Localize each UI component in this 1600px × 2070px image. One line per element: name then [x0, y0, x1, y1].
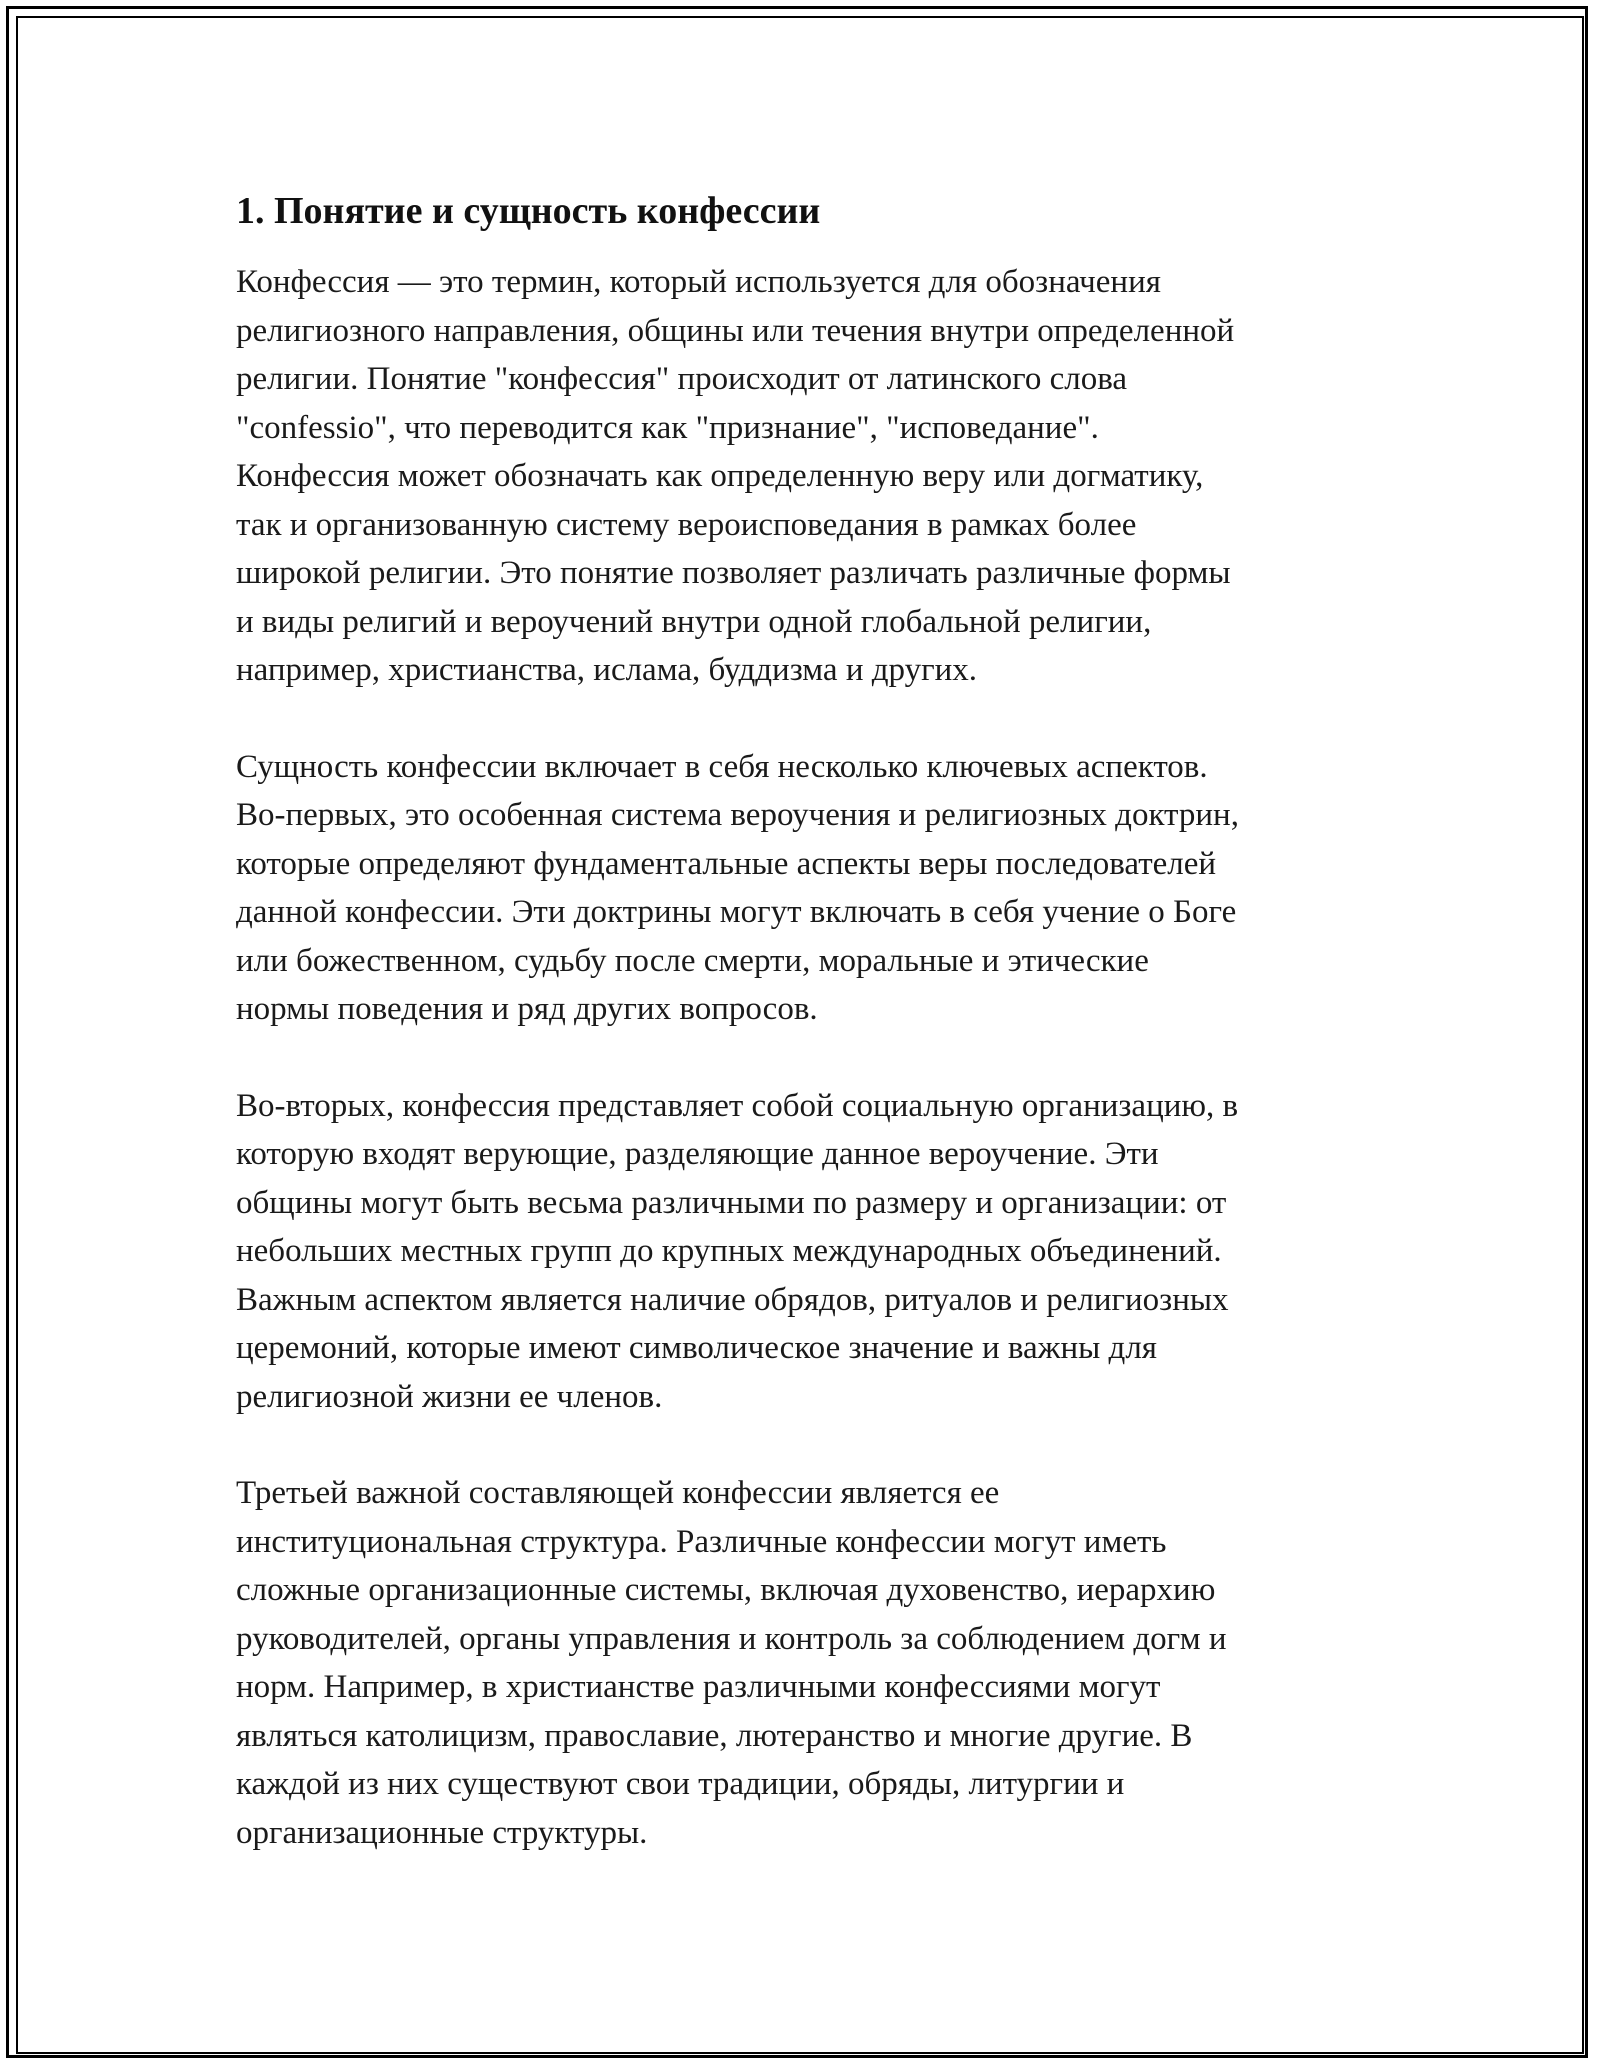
section-heading: 1. Понятие и сущность конфессии	[236, 190, 821, 232]
paragraph-institutional-structure: Третьей важной составляющей конфессии является ее институциональная структура. Различные конфессии могут иметь сложные организационные системы, включая духовенство, иерархию руководителей, органы управления и контроль за соблюдением догм и норм. Например, в христианстве различными конфессиями могут являться католицизм, православие, лютеранство и многие другие. В каждой из них существуют свои традиции, обряды, литургии и организационные структуры.	[236, 1475, 1227, 1851]
document-body	[236, 186, 1360, 1905]
paragraph-essence: Сущность конфессии включает в себя несколько ключевых аспектов. Во-первых, это особенная система вероучения и религиозных доктрин, которые определяют фундаментальные аспекты веры последователей данной конфессии. Эти доктрины могут включать в себя учение о Боге или божественном, судьбу после смерти, моральные и этические нормы поведения и ряд других вопросов.	[236, 748, 1239, 1027]
paragraph-definition: Конфессия — это термин, который используется для обозначения религиозного направления, общины или течения внутри определенной религии. Понятие "конфессия" происходит от латинского слова "confessio", что переводится как "признание", "исповедание". Конфессия может обозначать как определенную веру или догматику, так и организованную систему вероисповедания в рамках более широкой религии. Это понятие позволяет различать различные формы и виды религий и вероучений внутри одной глобальной религии, например, христианства, ислама, буддизма и других.	[236, 264, 1235, 688]
paragraph-social-organization: Во-вторых, конфессия представляет собой социальную организацию, в которую входят верующие, разделяющие данное вероучение. Эти общины могут быть весьма различными по размеру и организации: от небольших местных групп до крупных международных объединений. Важным аспектом является наличие обрядов, ритуалов и религиозных церемоний, которые имеют символическое значение и важны для религиозной жизни ее членов.	[236, 1087, 1239, 1415]
